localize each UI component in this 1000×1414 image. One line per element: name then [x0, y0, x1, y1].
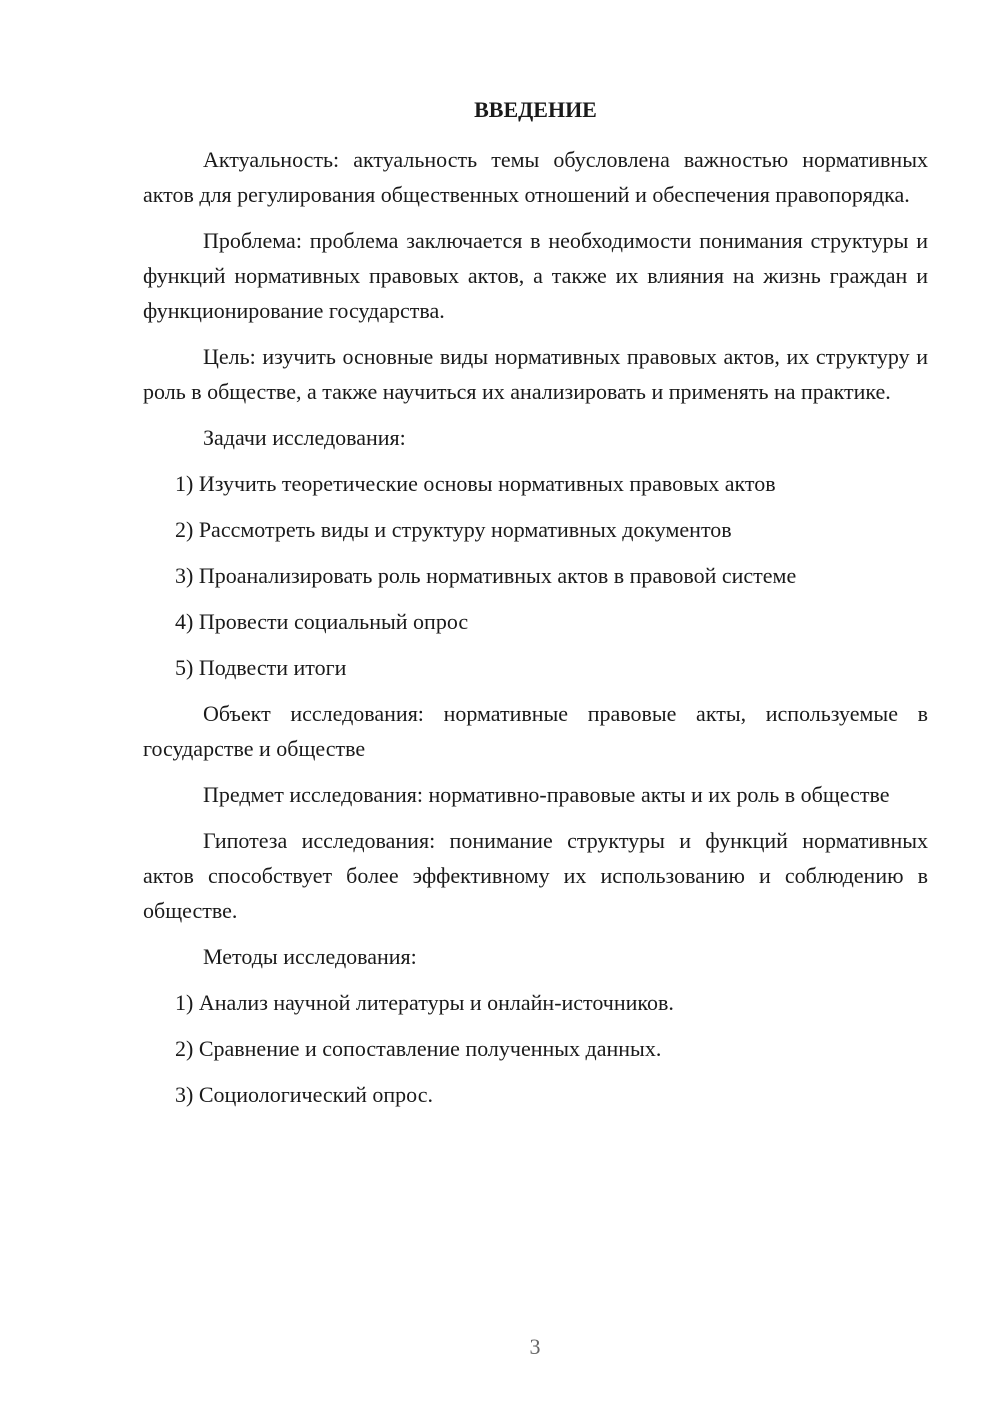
document-page [143, 96, 928, 1123]
paragraph-problem: Проблема: проблема заключается в необходимости понимания структуры и функций нормативных правовых актов, а также их влияния на жизнь граждан и функционирование государства. [143, 228, 928, 323]
paragraph-hypothesis: Гипотеза исследования: понимание структуры и функций нормативных актов способствует более эффективному их использованию и соблюдению в обществе. [143, 828, 928, 923]
list-item: 3) Проанализировать роль нормативных актов в правовой системе [175, 563, 797, 588]
methods-title: Методы исследования: [203, 944, 417, 969]
list-item: 2) Сравнение и сопоставление полученных данных. [175, 1036, 662, 1061]
list-item: 5) Подвести итоги [175, 655, 347, 680]
methods-list [143, 985, 928, 1112]
paragraph-relevance: Актуальность: актуальность темы обусловлена важностью нормативных актов для регулирования общественных отношений и обеспечения правопорядка. [143, 147, 928, 207]
list-item: 3) Социологический опрос. [175, 1082, 433, 1107]
list-item: 1) Изучить теоретические основы нормативных правовых актов [175, 471, 776, 496]
paragraph-subject: Предмет исследования: нормативно-правовые акты и их роль в обществе [203, 782, 890, 807]
list-item: 4) Провести социальный опрос [175, 609, 469, 634]
list-item: 1) Анализ научной литературы и онлайн-источников. [175, 990, 674, 1015]
page-number: 3 [529, 1334, 541, 1359]
list-item: 2) Рассмотреть виды и структуру нормативных документов [175, 517, 732, 542]
tasks-title: Задачи исследования: [203, 425, 406, 450]
paragraph-object: Объект исследования: нормативные правовые акты, используемые в государстве и обществе [143, 701, 928, 761]
section-heading: ВВЕДЕНИЕ [474, 97, 597, 122]
paragraph-goal: Цель: изучить основные виды нормативных правовых актов, их структуру и роль в обществе, а также научиться их анализировать и применять на практике. [143, 344, 928, 404]
tasks-list [143, 466, 928, 685]
